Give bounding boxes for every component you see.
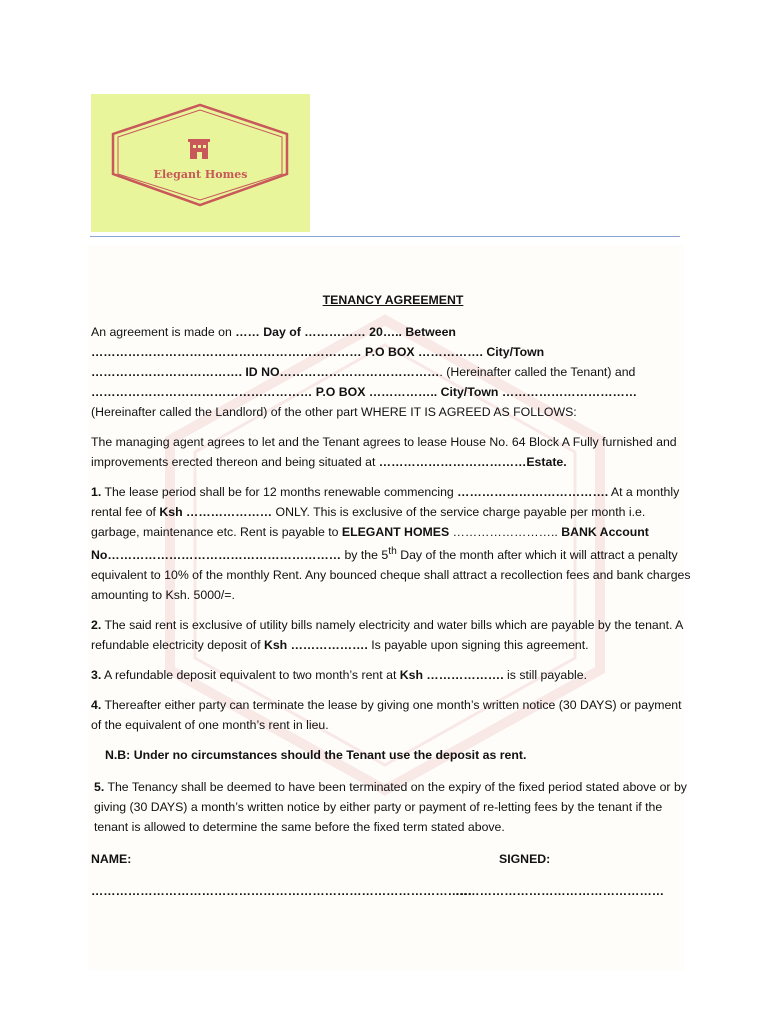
logo-brand-name: Elegant Homes — [153, 168, 248, 181]
house-icon — [188, 139, 210, 159]
signed-label: SIGNED: — [499, 852, 551, 867]
signature-lines — [91, 881, 691, 901]
clause-5: 5. The Tenancy shall be deemed to have been terminated on the expiry of the fixed period stated above or by giving (30 DAYS) a month’s written notice by either party or payment of re-letting fees by the tenant if the tenant is allowed to determine the same before the fixed term stated above. — [94, 780, 687, 835]
document-title: TENANCY AGREEMENT — [322, 293, 464, 307]
clause-4: 4. Thereafter either party can terminate the lease by giving one month’s written notice (30 DAYS) or payment of the equivalent of one month’s rent in lieu. — [91, 698, 682, 733]
company-logo — [91, 94, 310, 232]
signed-line: …………………………………………… — [455, 884, 665, 899]
clause-2: 2. The said rent is exclusive of utility bills namely electricity and water bills which are payable by the tenant. A refundable electricity deposit of Ksh ………………. Is payable upon signing this agreement. — [91, 618, 683, 653]
header-divider — [90, 236, 680, 237]
intro-paragraph: An agreement is made on …… Day of …………… 20….. Between ………………………………………………………… P.O BOX ……………. City/Town ………………………………. ID NO…………………………………. (Hereinafter called the Tenant) and ……………………………………………… P.O BOX …………….. City/Town …………………………… (Hereinafter called the Landlord) of the other part WHERE IT IS AGREED AS FOLLOWS: — [91, 325, 638, 419]
tenancy-agreement-document — [91, 290, 691, 901]
name-label: NAME: — [91, 852, 132, 867]
name-line: ………………………………………………………………………………… — [91, 884, 473, 899]
clause-3: 3. A refundable deposit equivalent to two month’s rent at Ksh ………………. is still payable. — [91, 668, 588, 683]
logo-hexagon-frame — [91, 94, 310, 232]
signature-labels — [91, 849, 691, 869]
nb-note: N.B: Under no circumstances should the Tenant use the deposit as rent. — [105, 748, 527, 763]
clause-1: 1. The lease period shall be for 12 months renewable commencing ………………………………. At a monthly rental fee of Ksh ………………… ONLY. This is exclusive of the service charge payable per month i.e. garbage, maintenance etc. Rent is payable to ELEGANT HOMES …………………….. BANK Account No………………………………………………… by the 5th Day of the month after which it will attract a penalty equivalent to 10% of the monthly Rent. Any bounced cheque shall attract a recollection fees and bank charges amounting to Ksh. 5000/=. — [91, 485, 691, 603]
managing-agent-paragraph: The managing agent agrees to let and the Tenant agrees to lease House No. 64 Block A Fully furnished and improvements erected thereon and being situated at ………………………………Estate. — [91, 435, 677, 469]
